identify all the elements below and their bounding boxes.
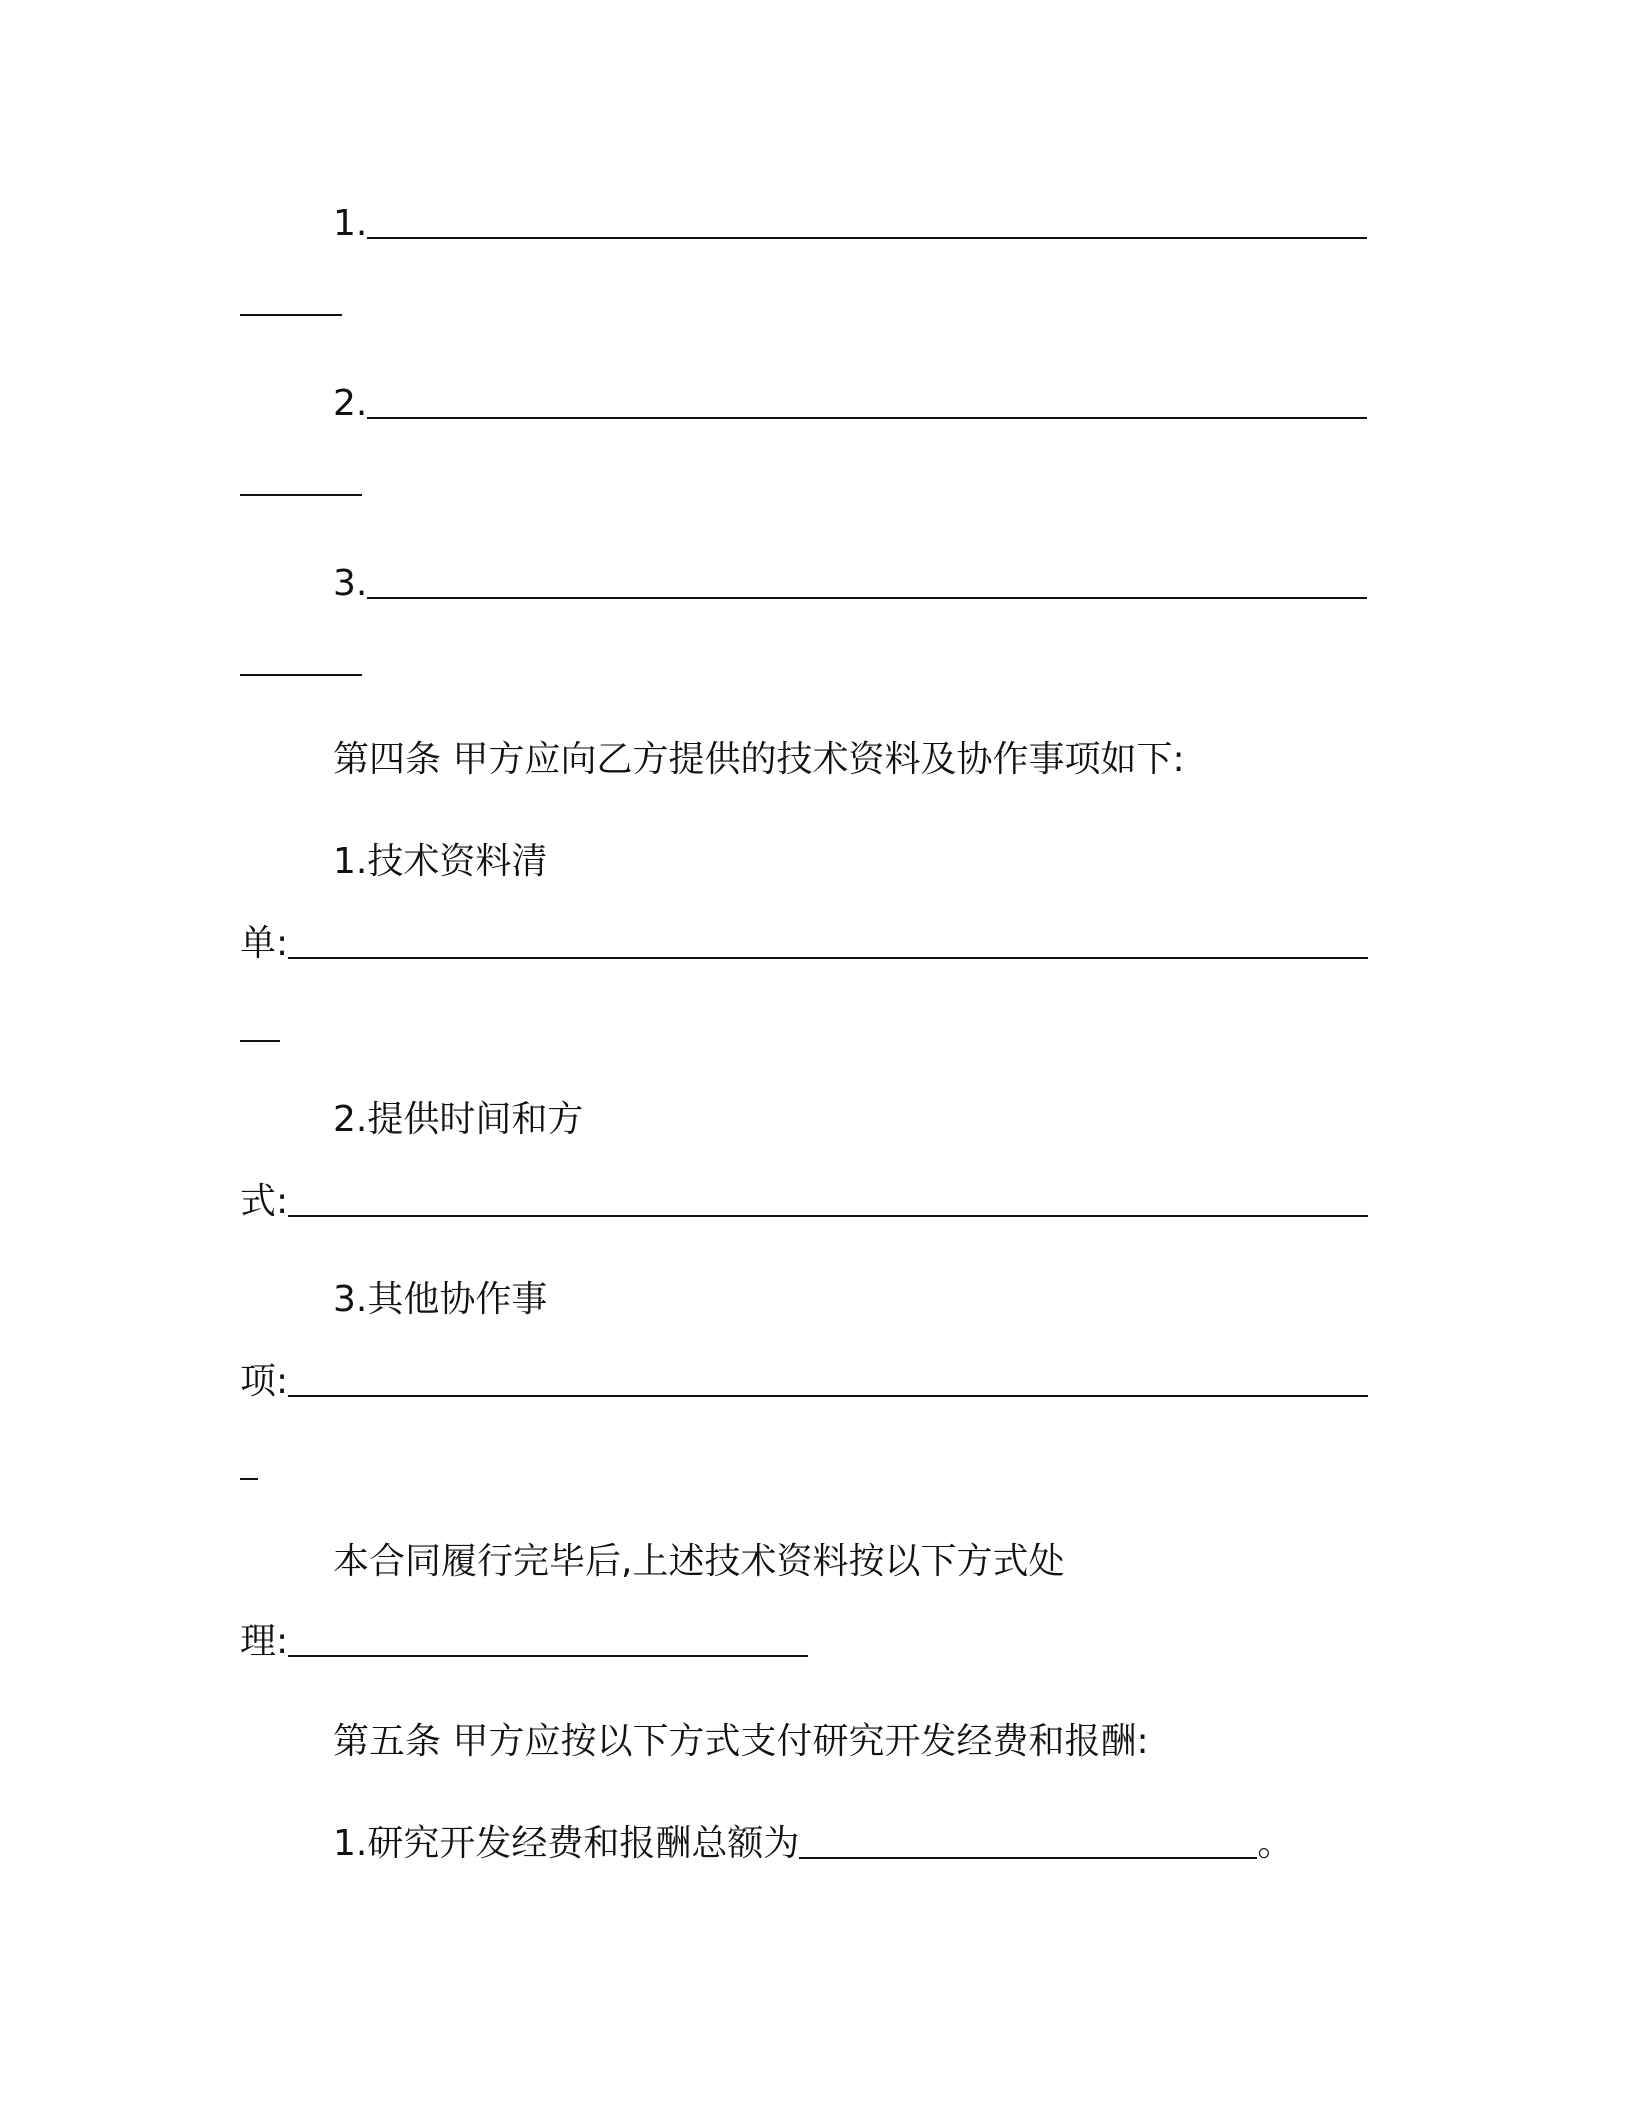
post-contract-handling-blank-line <box>240 1618 808 1666</box>
item-number: 3. <box>333 563 368 604</box>
post-contract-handling-text: 本合同履行完毕后,上述技术资料按以下方式处 <box>333 1541 1065 1582</box>
article-4-item-3: 3.其他协作事 <box>333 1279 548 1320</box>
fill-in-blank[interactable] <box>799 1857 1257 1859</box>
fill-in-blank[interactable] <box>288 1395 1368 1397</box>
fill-in-blank-continuation[interactable] <box>240 314 342 316</box>
fill-in-blank[interactable] <box>288 1215 1368 1217</box>
sentence-end: 。 <box>1257 1823 1294 1864</box>
fill-in-blank[interactable] <box>288 1655 808 1657</box>
article-5-heading: 第五条 甲方应按以下方式支付研究开发经费和报酬: <box>333 1721 1149 1762</box>
article-4-item-2: 2.提供时间和方 <box>333 1099 584 1140</box>
item-text: 1.研究开发经费和报酬总额为 <box>333 1823 800 1864</box>
fill-in-blank-continuation[interactable] <box>240 1040 280 1042</box>
fill-in-blank-continuation[interactable] <box>240 674 362 676</box>
label-text: 项: <box>240 1361 289 1402</box>
fill-in-blank-continuation[interactable] <box>240 494 362 496</box>
article-4-item-1: 1.技术资料清 <box>333 841 548 882</box>
article-4-item-3-blank-line <box>240 1358 1368 1406</box>
fill-in-blank[interactable] <box>367 237 1367 239</box>
label-text: 式: <box>240 1181 289 1222</box>
numbered-blank-line-3 <box>333 560 1367 608</box>
fill-in-blank-continuation[interactable] <box>240 1478 258 1480</box>
item-number: 1. <box>333 203 368 244</box>
label-text: 单: <box>240 923 289 964</box>
fill-in-blank[interactable] <box>367 597 1367 599</box>
numbered-blank-line-1 <box>333 200 1367 248</box>
article-4-heading: 第四条 甲方应向乙方提供的技术资料及协作事项如下: <box>333 739 1185 780</box>
fill-in-blank[interactable] <box>288 957 1368 959</box>
label-text: 理: <box>240 1621 289 1662</box>
article-4-item-1-blank-line <box>240 920 1368 968</box>
item-number: 2. <box>333 383 368 424</box>
article-5-item-1 <box>333 1820 1293 1868</box>
fill-in-blank[interactable] <box>367 417 1367 419</box>
article-4-item-2-blank-line <box>240 1178 1368 1226</box>
numbered-blank-line-2 <box>333 380 1367 428</box>
